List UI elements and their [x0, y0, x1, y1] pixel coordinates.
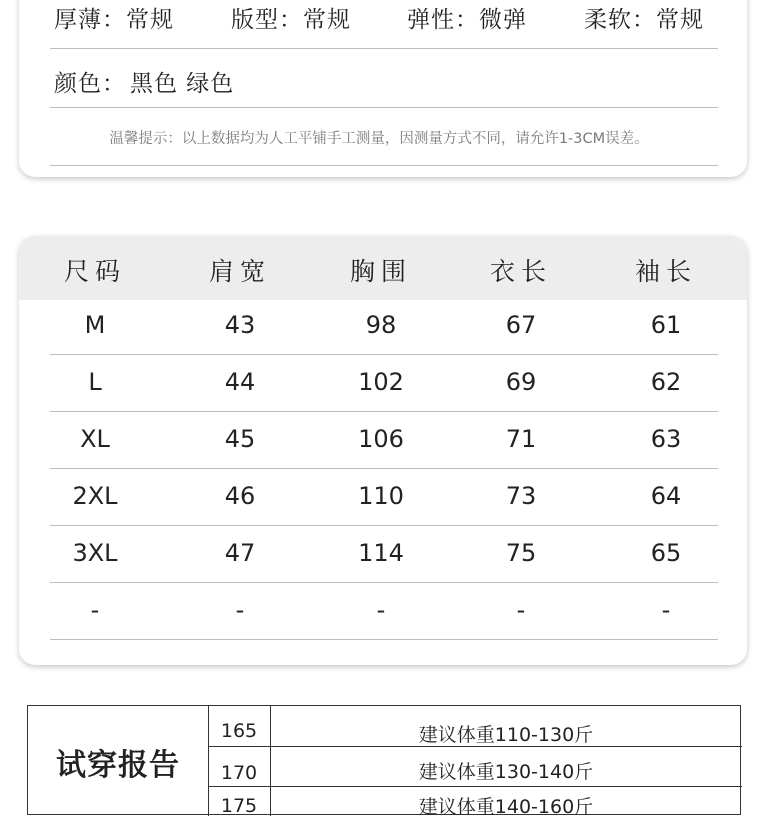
chest-cell: 102	[358, 368, 404, 396]
chest-cell: 106	[358, 425, 404, 453]
thickness-attribute	[54, 1, 174, 34]
color-label: 颜色：	[54, 71, 126, 97]
chest-cell: -	[376, 596, 386, 624]
table-row	[19, 298, 747, 355]
size-cell: XL	[80, 425, 110, 453]
header-length: 衣长	[489, 257, 552, 286]
report-height: 165	[220, 720, 258, 742]
fit-attribute	[231, 1, 351, 34]
attributes-row	[0, 0, 758, 32]
table-row	[19, 355, 747, 412]
divider	[50, 165, 718, 166]
size-cell: 3XL	[72, 539, 118, 567]
shoulder-cell: 47	[224, 539, 256, 567]
chest-cell: 110	[358, 482, 404, 510]
size-cell: -	[90, 596, 100, 624]
size-cell: M	[84, 311, 106, 339]
shoulder-cell: 44	[224, 368, 256, 396]
color-value: 黑色 绿色	[130, 71, 235, 97]
softness-label: 柔软：	[584, 7, 656, 33]
header-shoulder: 肩宽	[208, 257, 271, 286]
row-divider	[50, 639, 718, 640]
report-height: 175	[220, 795, 258, 817]
sleeve-cell: 64	[650, 482, 682, 510]
size-cell: L	[88, 368, 102, 396]
shoulder-cell: 46	[224, 482, 256, 510]
table-row	[19, 583, 747, 640]
fit-value: 常规	[303, 7, 351, 33]
size-table	[19, 236, 747, 665]
length-cell: 67	[505, 311, 537, 339]
report-title: 试穿报告	[56, 748, 180, 783]
color-attribute	[54, 65, 234, 98]
measurement-note: 温馨提示：以上数据均为人工平铺手工测量，因测量方式不同，请允许1-3CM误差。	[109, 131, 649, 147]
shoulder-cell: 45	[224, 425, 256, 453]
report-height: 170	[220, 762, 258, 784]
softness-value: 常规	[656, 7, 704, 33]
chest-cell: 114	[358, 539, 404, 567]
divider	[50, 48, 718, 49]
sleeve-cell: -	[661, 596, 671, 624]
report-weight: 建议体重140-160斤	[418, 796, 594, 818]
elasticity-attribute	[407, 1, 527, 34]
length-cell: 73	[505, 482, 537, 510]
thickness-label: 厚薄：	[54, 7, 126, 33]
length-cell: 71	[505, 425, 537, 453]
length-cell: 75	[505, 539, 537, 567]
table-row	[19, 469, 747, 526]
length-cell: 69	[505, 368, 537, 396]
thickness-value: 常规	[126, 7, 174, 33]
header-size: 尺码	[63, 257, 126, 286]
divider	[208, 786, 742, 787]
report-weight: 建议体重110-130斤	[418, 724, 594, 746]
size-table-header	[19, 236, 747, 300]
fit-label: 版型：	[231, 7, 303, 33]
divider	[50, 107, 718, 108]
try-on-report	[27, 705, 741, 818]
table-row	[19, 412, 747, 469]
shoulder-cell: -	[235, 596, 245, 624]
elasticity-value: 微弹	[479, 7, 527, 33]
length-cell: -	[516, 596, 526, 624]
sleeve-cell: 61	[650, 311, 682, 339]
elasticity-label: 弹性：	[407, 7, 479, 33]
header-sleeve: 袖长	[634, 257, 697, 286]
softness-attribute	[584, 1, 704, 34]
sleeve-cell: 62	[650, 368, 682, 396]
header-chest: 胸围	[349, 257, 412, 286]
sleeve-cell: 63	[650, 425, 682, 453]
report-weight: 建议体重130-140斤	[418, 761, 594, 783]
table-row	[19, 526, 747, 583]
sleeve-cell: 65	[650, 539, 682, 567]
chest-cell: 98	[365, 311, 397, 339]
shoulder-cell: 43	[224, 311, 256, 339]
size-cell: 2XL	[72, 482, 118, 510]
